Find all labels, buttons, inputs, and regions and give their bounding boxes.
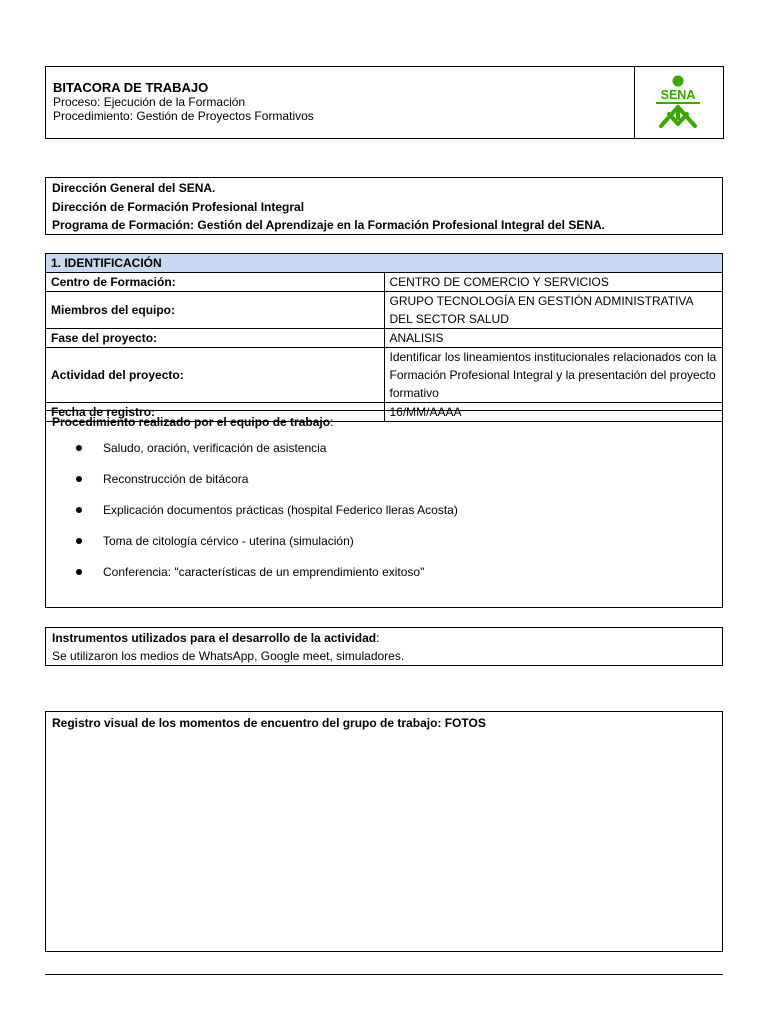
table-row	[46, 348, 723, 403]
list-item: Reconstrucción de bitácora	[76, 470, 716, 488]
procedure-title: Procedimiento realizado por el equipo de trabajo:	[52, 415, 334, 429]
document-header	[45, 66, 724, 139]
procedure-box	[45, 410, 723, 608]
list-item: Saludo, oración, verificación de asistencia	[76, 439, 716, 457]
table-row	[46, 273, 723, 292]
identification-table	[45, 253, 723, 422]
bullet-icon	[76, 476, 82, 482]
bullet-icon	[76, 569, 82, 575]
row-value: CENTRO DE COMERCIO Y SERVICIOS	[384, 273, 723, 292]
document-title: BITACORA DE TRABAJO	[53, 80, 209, 95]
sena-logo-text: SENA	[660, 88, 696, 102]
identification-heading: 1. IDENTIFICACIÓN	[46, 254, 723, 273]
footer-divider	[45, 974, 723, 975]
sena-logo	[649, 74, 707, 130]
row-value: Identificar los lineamientos institucionales relacionados con la Formación Profesional Integral y la presentación del proyecto formativo	[384, 348, 723, 403]
row-value: ANALISIS	[384, 329, 723, 348]
row-value: GRUPO TECNOLOGÍA EN GESTIÓN ADMINISTRATIVA DEL SECTOR SALUD	[384, 292, 723, 329]
process-line: Proceso: Ejecución de la Formación	[53, 95, 246, 109]
procedure-line: Procedimiento: Gestión de Proyectos Formativos	[53, 109, 314, 123]
instruments-box	[45, 627, 723, 666]
direction-line-1: Dirección General del SENA.	[52, 181, 216, 195]
row-label: Actividad del proyecto:	[46, 348, 385, 403]
row-label: Miembros del equipo:	[46, 292, 385, 329]
table-row	[46, 329, 723, 348]
procedure-list	[52, 439, 716, 581]
list-item: Conferencia: "características de un emprendimiento exitoso"	[76, 563, 716, 581]
bullet-icon	[76, 507, 82, 513]
bullet-icon	[76, 538, 82, 544]
row-label: Fecha de registro:	[46, 403, 385, 422]
header-text	[53, 81, 314, 123]
identification-heading-row	[46, 254, 723, 273]
photo-record-box	[45, 711, 723, 952]
row-value: 16/MM/AAAA	[384, 403, 723, 422]
photo-record-title: Registro visual de los momentos de encuentro del grupo de trabajo: FOTOS	[52, 716, 486, 730]
bullet-icon	[76, 445, 82, 451]
list-item: Explicación documentos prácticas (hospital Federico lleras Acosta)	[76, 501, 716, 519]
row-label: Fase del proyecto:	[46, 329, 385, 348]
instruments-body: Se utilizaron los medios de WhatsApp, Google meet, simuladores.	[52, 649, 405, 663]
direction-line-2: Dirección de Formación Profesional Integral	[52, 199, 305, 214]
row-label: Centro de Formación:	[46, 273, 385, 292]
logo-cell	[634, 67, 723, 138]
list-item: Toma de citología cérvico - uterina (simulación)	[76, 532, 716, 550]
instruments-title: Instrumentos utilizados para el desarrollo de la actividad:	[52, 631, 380, 645]
table-row	[46, 292, 723, 329]
direction-block	[45, 177, 723, 235]
program-line: Programa de Formación: Gestión del Aprendizaje en la Formación Profesional Integral del SENA.	[52, 218, 606, 232]
